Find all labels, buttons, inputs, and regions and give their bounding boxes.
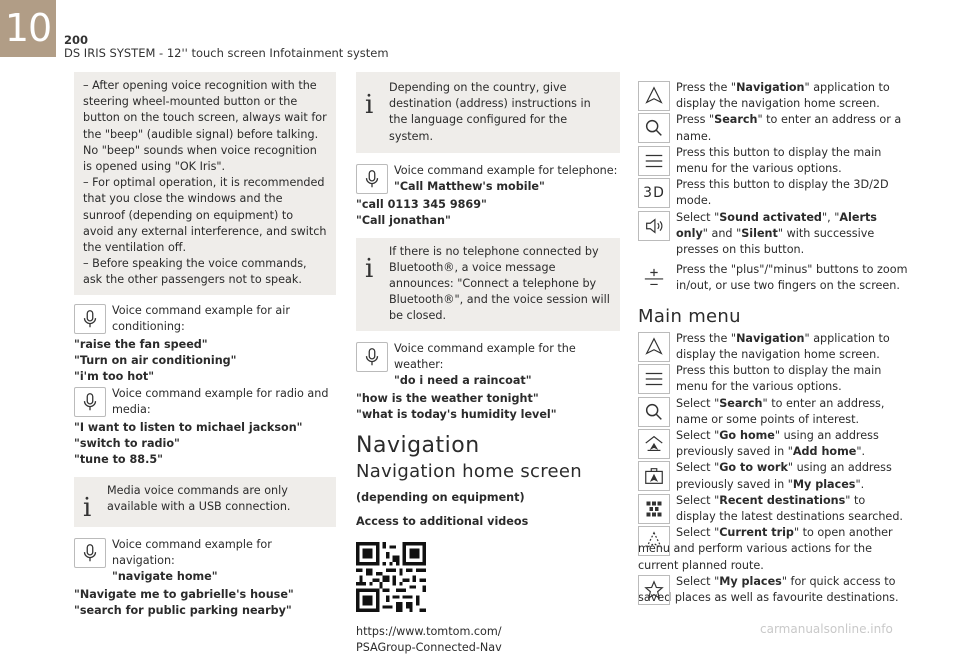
item-text-bold: Search xyxy=(719,396,763,410)
item-text: " with successive presses on this button. xyxy=(676,226,875,257)
3d-icon: 3D xyxy=(638,178,670,208)
item-text: Select " xyxy=(676,429,720,443)
item-text-bold: Add home xyxy=(792,445,857,459)
videos-heading: Access to additional videos xyxy=(356,515,529,529)
item-text: " to display the latest destinations searched. xyxy=(676,493,903,524)
item-text-post: Press this button to display the 3D/2D mode. xyxy=(676,178,889,208)
media-tip-box xyxy=(74,477,336,527)
nav-label: Voice command example for navigation: xyxy=(112,537,272,567)
subsection-heading-home-screen: Navigation home screen xyxy=(356,460,582,482)
voice-command: "i'm too hot" xyxy=(74,370,155,384)
aircon-label: Voice command example for air conditioning: xyxy=(112,303,290,333)
item-text-bold: Go home xyxy=(719,429,775,443)
info-icon: i xyxy=(365,90,374,120)
recent-destinations-icon xyxy=(638,494,670,524)
column-3 xyxy=(638,80,908,606)
section-heading-navigation: Navigation xyxy=(356,432,480,458)
country-tip-text: Depending on the country, give destination (address) instructions in the language configured for the system. xyxy=(389,81,591,143)
qr-code-icon xyxy=(356,542,426,612)
item-text: " application to display the navigation home screen. xyxy=(676,331,890,362)
media-tip-text: Media voice commands are only available with a USB connection. xyxy=(107,483,291,513)
video-url-line-1[interactable]: https://www.tomtom.com/ xyxy=(356,624,502,638)
page-header-title: DS IRIS SYSTEM - 12'' touch screen Infotainment system xyxy=(64,46,389,60)
weather-label: Voice command example for the weather: xyxy=(394,341,576,371)
item-text: " using an address previously saved in " xyxy=(676,461,892,491)
microphone-icon xyxy=(74,304,106,334)
watermark: carmanualsonline.info xyxy=(760,622,893,636)
intro-note-line: – After opening voice recognition with the steering wheel-mounted button or the button on the touch screen, always wait for the "beep" (audible signal) before talking. xyxy=(83,79,327,141)
info-icon: i xyxy=(365,253,374,284)
voice-command: "Navigate me to gabrielle's house" xyxy=(74,588,294,602)
item-text-pre: Press " xyxy=(676,113,715,127)
voice-command: "Call Matthew's mobile" xyxy=(394,180,545,194)
item-text: Select " xyxy=(676,396,720,410)
voice-command: "tune to 88.5" xyxy=(74,453,163,467)
intro-note-line: – For optimal operation, it is recommended that you close the windows and the sunroof (depending on equipment) to avoid any external interference, and switch the ventilation off. xyxy=(83,176,327,255)
voice-command: "Call jonathan" xyxy=(356,214,451,228)
main-item-current-trip xyxy=(638,525,908,574)
voice-command: "do i need a raincoat" xyxy=(394,374,532,388)
microphone-icon xyxy=(74,387,106,417)
radio-commands xyxy=(74,420,336,469)
menu-icon xyxy=(638,146,670,176)
voice-command: "I want to listen to michael jackson" xyxy=(74,421,303,435)
item-text: " using an address previously saved in " xyxy=(676,429,879,459)
main-item-go-home xyxy=(638,428,908,460)
country-tip-box xyxy=(356,72,620,153)
item-text-post: " application to display the navigation home screen. xyxy=(676,81,890,111)
navigation-arrow-icon xyxy=(638,81,670,111)
item-text-post: Press this button to display the main menu for the various options. xyxy=(676,145,882,176)
chapter-number: 10 xyxy=(0,0,56,57)
microphone-icon xyxy=(74,538,106,568)
home-item-zoom xyxy=(638,262,908,294)
item-text: " for quick access to saved places as well as favourite destinations. xyxy=(638,574,899,605)
item-text-bold: Alerts only xyxy=(676,210,877,240)
column-2 xyxy=(356,72,620,656)
star-icon xyxy=(638,575,670,605)
nav-example xyxy=(74,537,336,586)
item-text-post: " to enter an address or a name. xyxy=(676,113,902,143)
page-number: 200 xyxy=(64,33,89,47)
main-item-navigation xyxy=(638,331,908,363)
item-text: Select " xyxy=(676,526,720,540)
subsection-heading-main-menu: Main menu xyxy=(638,305,741,327)
intro-note-line: – Before speaking the voice commands, ask the other passengers not to speak. xyxy=(83,257,307,287)
radio-example xyxy=(74,386,336,418)
item-text: Select " xyxy=(676,574,720,588)
item-text: " to enter an address, name or some points of interest. xyxy=(676,396,885,426)
item-text-bold: Silent xyxy=(741,226,778,240)
item-text-bold: Navigation xyxy=(736,331,805,345)
work-icon xyxy=(638,461,670,491)
menu-icon xyxy=(638,364,670,394)
main-item-my-places xyxy=(638,574,908,606)
phone-commands xyxy=(356,197,620,229)
item-text-pre: Press the " xyxy=(676,81,737,94)
item-text: ". xyxy=(855,477,865,491)
item-text: Select " xyxy=(676,493,720,507)
item-text-bold: Current trip xyxy=(719,526,794,540)
microphone-icon xyxy=(356,164,388,194)
home-icon xyxy=(638,429,670,459)
current-trip-icon xyxy=(638,526,670,556)
navigation-arrow-icon xyxy=(638,332,670,362)
zoom-plus-minus-icon xyxy=(638,263,670,293)
phone-label: Voice command example for telephone: xyxy=(394,163,618,177)
weather-commands xyxy=(356,391,620,423)
radio-label: Voice command example for radio and media: xyxy=(112,386,329,416)
item-text-bold: My places xyxy=(792,477,856,491)
main-item-search xyxy=(638,396,908,428)
item-text: Select " xyxy=(676,210,720,224)
item-text: " to open another menu and perform various actions for the current planned route. xyxy=(638,526,893,572)
item-text-bold: Go to work xyxy=(719,461,788,475)
voice-command: "switch to radio" xyxy=(74,437,180,451)
home-item-navigation xyxy=(638,80,908,112)
item-text-bold: Recent destinations xyxy=(719,493,846,507)
main-item-recent-destinations xyxy=(638,493,908,525)
bluetooth-tip-box xyxy=(356,238,620,331)
item-text: Press the " xyxy=(676,331,737,345)
home-item-sound xyxy=(638,210,908,259)
info-icon: i xyxy=(83,492,92,523)
depending-note: (depending on equipment) xyxy=(356,491,525,505)
bluetooth-tip-text: If there is no telephone connected by Bluetooth®, a voice message announces: "Connect a telephone by Bluetooth®", and the voice session will be closed. xyxy=(389,244,610,323)
video-url-line-2[interactable]: PSAGroup-Connected-Nav xyxy=(356,640,502,654)
item-text: Press the "plus"/"minus" buttons to zoom in/out, or use two fingers on the screen. xyxy=(676,263,908,293)
phone-example xyxy=(356,163,620,195)
item-text: " and " xyxy=(702,226,742,240)
item-text: Press this button to display the main menu for the various options. xyxy=(676,364,882,394)
main-item-go-to-work xyxy=(638,460,908,492)
home-item-search xyxy=(638,112,908,144)
voice-command: "Turn on air conditioning" xyxy=(74,354,237,368)
aircon-commands xyxy=(74,337,336,386)
column-1 xyxy=(74,72,336,626)
voice-command: "search for public parking nearby" xyxy=(74,604,292,618)
main-item-menu xyxy=(638,363,908,395)
voice-command: "how is the weather tonight" xyxy=(356,392,539,406)
speaker-icon xyxy=(638,211,670,241)
voice-command: "raise the fan speed" xyxy=(74,338,208,352)
item-text-bold: Sound activated xyxy=(719,210,822,224)
microphone-icon xyxy=(356,342,388,372)
home-item-3d xyxy=(638,177,908,209)
item-text-bold: My places xyxy=(719,574,782,588)
voice-command: "what is today's humidity level" xyxy=(356,408,557,422)
item-text-bold: Search xyxy=(714,113,758,127)
item-text-bold: Navigation xyxy=(736,81,805,94)
aircon-example xyxy=(74,303,336,335)
voice-command: "call 0113 345 9869" xyxy=(356,198,487,212)
intro-note-line: No "beep" sounds when voice recognition is opened using "OK Iris". xyxy=(83,143,317,174)
item-text: ", " xyxy=(821,210,840,224)
voice-command: "navigate home" xyxy=(112,570,218,584)
weather-example xyxy=(356,341,620,390)
nav-commands xyxy=(74,587,336,619)
search-icon xyxy=(638,397,670,427)
item-text: ". xyxy=(856,445,866,459)
intro-note-box xyxy=(74,72,336,295)
item-text: Select " xyxy=(676,461,720,475)
home-item-menu xyxy=(638,145,908,177)
search-icon xyxy=(638,113,670,143)
